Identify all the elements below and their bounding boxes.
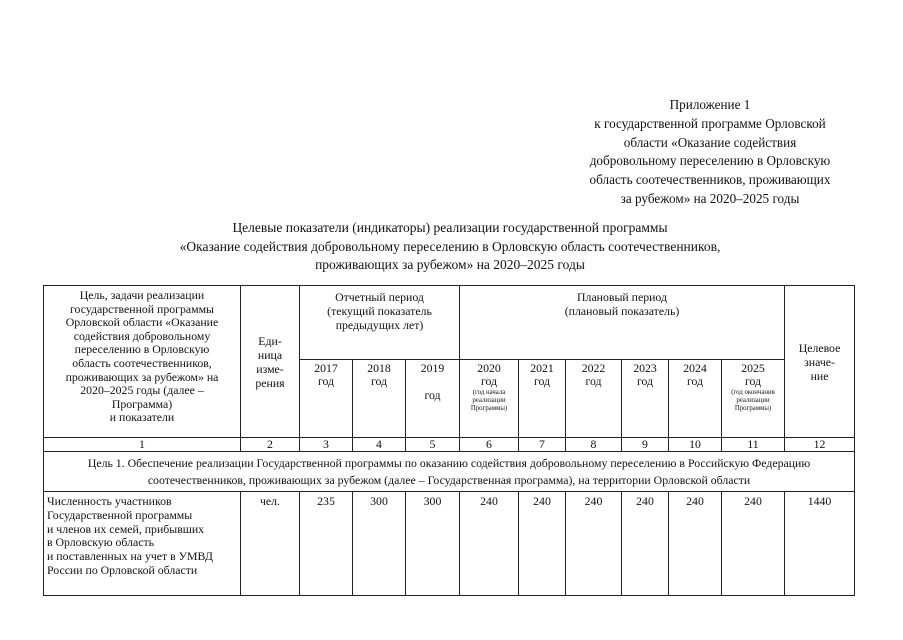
year-2022: [566, 360, 622, 438]
indicator-cell: [44, 492, 241, 596]
indicators-table: [43, 285, 855, 596]
value-cell: 300: [353, 492, 406, 596]
header-planned-period: [460, 286, 785, 360]
column-number: 3: [300, 438, 353, 452]
year-2018: [353, 360, 406, 438]
value-cell: 240: [622, 492, 669, 596]
column-number: 1: [44, 438, 241, 452]
year-label: год: [744, 374, 762, 388]
year-label: год: [317, 374, 335, 388]
year-value: 2023: [633, 361, 657, 375]
header-goal-line: и показатели: [109, 410, 175, 425]
value-cell: 235: [300, 492, 353, 596]
year-2024: [669, 360, 722, 438]
header-unit-line: изме-: [256, 361, 284, 376]
planned-period-line: (плановый показатель): [564, 304, 680, 319]
column-number: 2: [241, 438, 300, 452]
target-line: Целевое: [798, 340, 841, 355]
appendix-line: область соотечественников, проживающих: [589, 172, 831, 188]
column-number: 5: [406, 438, 460, 452]
appendix-line: области «Оказание содействия: [623, 134, 797, 150]
header-unit-cell: [241, 286, 300, 438]
column-number: 7: [519, 438, 566, 452]
header-unit-line: Еди-: [258, 333, 282, 348]
year-2021: [519, 360, 566, 438]
target-line: ние: [810, 368, 829, 383]
unit-cell: чел.: [241, 492, 300, 596]
year-value: 2024: [683, 361, 707, 375]
column-number: 11: [722, 438, 785, 452]
year-value: 2025: [741, 361, 765, 375]
goal-cell: [44, 452, 855, 492]
reporting-period-line: предыдущих лет): [335, 318, 424, 333]
year-note: (год начала реализации Программы): [470, 389, 508, 412]
year-value: 2021: [530, 361, 554, 375]
year-value: 2017: [314, 361, 338, 375]
year-value: 2022: [581, 361, 606, 375]
column-numbers-row: [44, 438, 855, 452]
year-2017: [300, 360, 353, 438]
year-note: (год окончания реализации Программы): [731, 389, 775, 412]
header-goal-line: 2020–2025 годы (далее –: [80, 383, 204, 398]
year-label: год: [533, 374, 551, 388]
header-goal-line: Орловской области «Оказание: [65, 315, 219, 330]
header-goal-line: содействия добровольному: [73, 328, 211, 343]
header-reporting-period: [300, 286, 460, 360]
indicator-line: и поставленных на учет в УМВД: [47, 549, 213, 564]
header-unit-line: ница: [257, 347, 283, 362]
document-title: [100, 219, 800, 275]
appendix-line: добровольному переселению в Орловскую: [589, 153, 831, 169]
indicator-line: Государственной программы: [47, 507, 193, 522]
title-line: «Оказание содействия добровольному переселению в Орловскую область соотечественников,: [179, 238, 721, 254]
year-label: год: [585, 374, 602, 388]
header-goal-line: переселению в Орловскую: [74, 342, 210, 357]
year-label: год: [424, 388, 441, 402]
column-number: 10: [669, 438, 722, 452]
appendix-line: к государственной программе Орловской: [594, 115, 826, 131]
header-target-cell: [785, 286, 855, 438]
goal-row: [44, 452, 855, 492]
header-goal-line: государственной программы: [70, 301, 214, 316]
column-number: 4: [353, 438, 406, 452]
year-label: год: [370, 374, 388, 388]
year-value: 2019: [420, 361, 445, 375]
header-goal-line: проживающих за рубежом» на: [65, 369, 219, 384]
year-2019: [406, 360, 460, 438]
value-cell: 240: [519, 492, 566, 596]
header-goal-cell: [44, 286, 241, 438]
reporting-period-line: (текущий показатель: [327, 304, 432, 319]
appendix-line: Приложение 1: [669, 97, 751, 112]
header-goal-line: Программа): [111, 396, 173, 411]
appendix-header: [565, 96, 855, 209]
indicator-line: и членов их семей, прибывших: [47, 521, 205, 536]
column-number: 12: [785, 438, 855, 452]
value-cell: 240: [460, 492, 519, 596]
header-goal-line: область соотечественников,: [72, 355, 212, 370]
year-2020: [460, 360, 519, 438]
header-goal-line: Цель, задачи реализации: [79, 288, 205, 302]
value-cell: 240: [669, 492, 722, 596]
target-line: значе-: [804, 354, 835, 369]
value-cell: 240: [566, 492, 622, 596]
value-cell: 240: [722, 492, 785, 596]
indicator-line: Численность участников: [47, 494, 172, 508]
column-number: 6: [460, 438, 519, 452]
reporting-period-line: Отчетный период: [335, 290, 424, 304]
title-line: проживающих за рубежом» на 2020–2025 годы: [315, 257, 585, 272]
header-row: [44, 286, 855, 360]
title-line: Целевые показатели (индикаторы) реализации государственной программы: [232, 220, 668, 235]
value-cell: 300: [406, 492, 460, 596]
appendix-line: за рубежом» на 2020–2025 годы: [620, 190, 800, 206]
table-row: [44, 492, 855, 596]
goal-line: соотечественников, проживающих за рубежом (далее – Государственная программа), на территории Орловской области: [147, 472, 751, 487]
header-unit-line: рения: [255, 375, 285, 390]
year-2025: [722, 360, 785, 438]
column-number: 8: [566, 438, 622, 452]
target-value-cell: 1440: [785, 492, 855, 596]
year-label: год: [636, 374, 654, 388]
planned-period-line: Плановый период: [577, 290, 667, 304]
goal-line: Цель 1. Обеспечение реализации Государственной программы по оказанию содействия добровольному переселению в Российскую Федерацию: [87, 456, 811, 470]
year-value: 2018: [367, 361, 391, 375]
indicator-line: России по Орловской области: [47, 562, 198, 577]
column-number: 9: [622, 438, 669, 452]
year-value: 2020: [477, 361, 501, 375]
year-label: год: [686, 374, 704, 388]
indicator-line: в Орловскую область: [47, 535, 155, 550]
year-2023: [622, 360, 669, 438]
year-label: год: [480, 374, 498, 388]
